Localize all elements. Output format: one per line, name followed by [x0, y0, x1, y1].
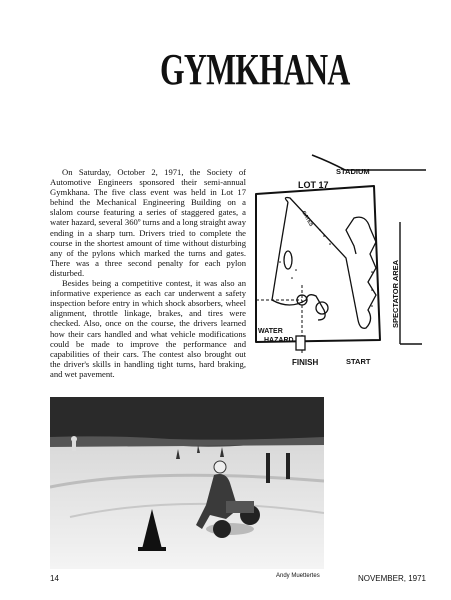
course-path: [272, 202, 325, 320]
pylons: [279, 229, 373, 307]
photo-credit: Andy Muettertes: [276, 573, 320, 579]
issue-date: NOVEMBER, 1971: [357, 574, 426, 583]
course-path: [285, 198, 376, 329]
start-box: [296, 336, 305, 350]
water-hazard-label: WATER: [258, 328, 283, 335]
page-title: GYMKHANA: [160, 45, 350, 94]
article-body: [50, 167, 246, 379]
lot-outline: [256, 186, 380, 342]
finish-label: FINISH: [292, 358, 319, 367]
turn-loop: [316, 302, 328, 314]
course-map: [250, 150, 426, 372]
gymkhana-photo: [50, 397, 324, 569]
page-number: 14: [50, 574, 59, 583]
stadium-label: STADIUM: [336, 167, 370, 176]
lot-label: LOT 17: [298, 180, 329, 190]
spectator-label: SPECTATOR AREA: [391, 259, 400, 328]
article-paragraph: Besides being a competitive contest, it was also an informative experience as each car underwent a safety inspection before entry in which shock absorbers, wheel alignment, throttle linkage, brakes, and tires were checked. Also, once on the course, the drivers learned how their cars handled and what vehicle modifications could be made to improve the performance and capabilities of their cars. The contest also brought out the driver's skills in handling tight turns, hard braking, and wet pavement.: [50, 278, 246, 379]
water-hazard-label: HAZARD: [264, 337, 294, 344]
start-label: START: [346, 357, 371, 366]
article-paragraph: On Saturday, October 2, 1971, the Society of Automotive Engineers sponsored their semi-annual Gymkhana. The five class event was held in Lot 17 behind the Mechanical Engineering Building on a slalom course featuring a series of staggered gates, a water hazard, several 360º turns and a long straight away ending in a sharp turn. Drivers tried to complete the course in the shortest amount of time without disturbing any of the pylons which marked the turns and gates. There was a three second penalty for each pylon disturbed.: [50, 167, 246, 278]
gates-label: GATES: [300, 210, 314, 228]
turn-loop: [284, 251, 292, 269]
